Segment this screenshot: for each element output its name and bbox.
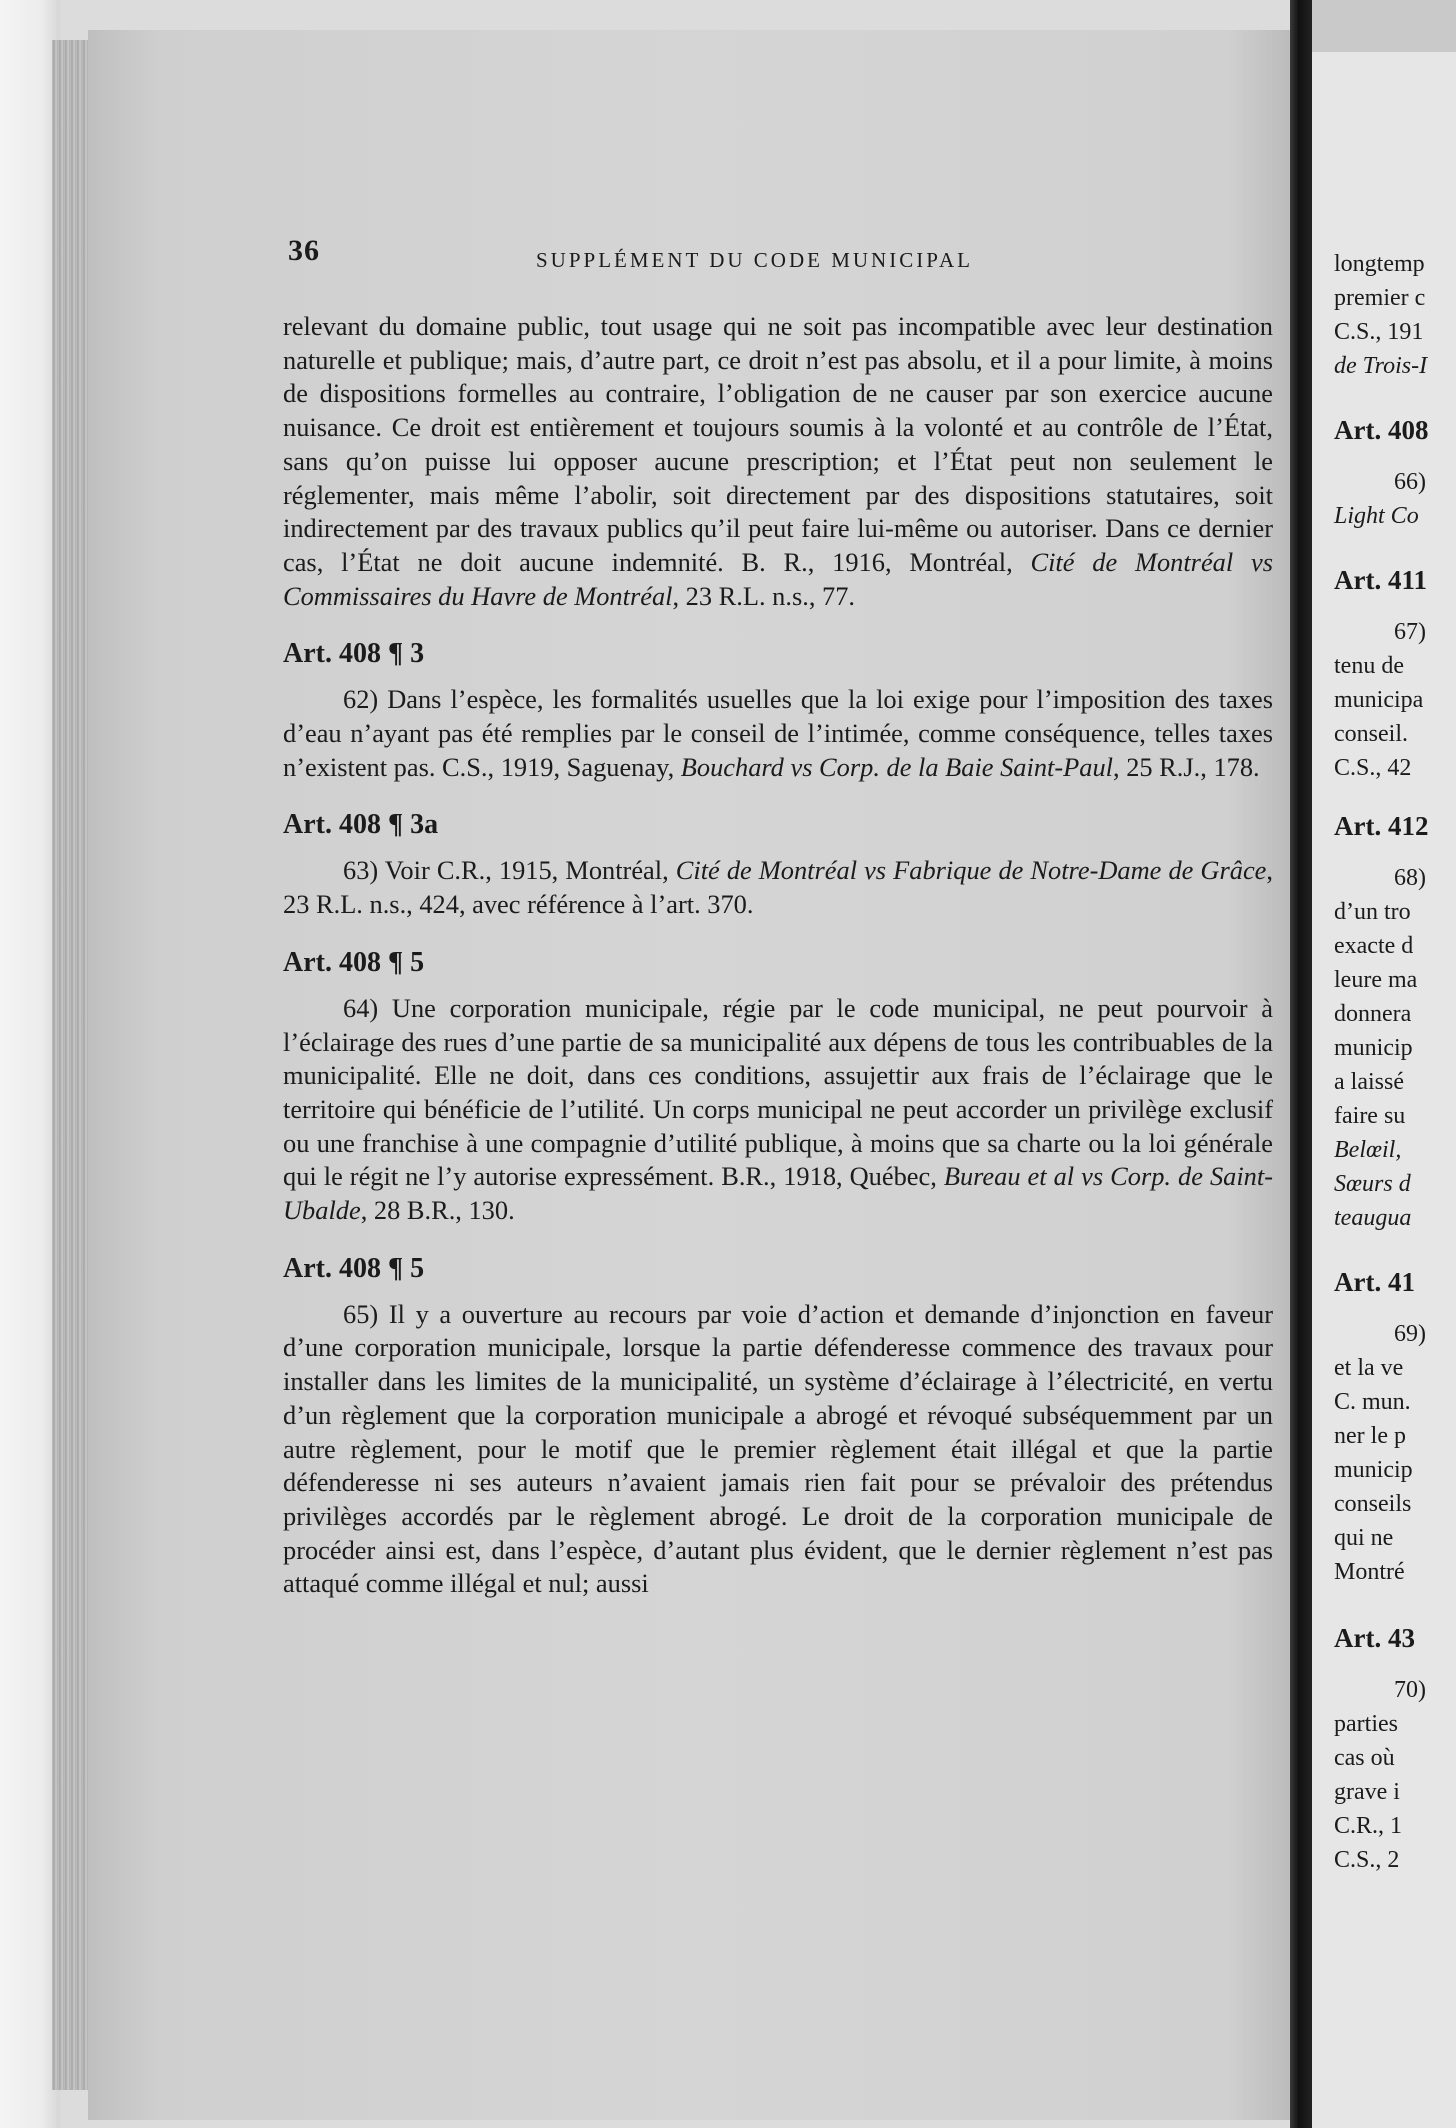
right-page-heading: Art. 408 bbox=[1334, 415, 1429, 445]
page-number: 36 bbox=[288, 234, 320, 267]
right-page-line: municip bbox=[1334, 1035, 1413, 1061]
right-page-line: conseil. bbox=[1334, 721, 1408, 747]
article-heading: Art. 408 ¶ 5 bbox=[283, 1252, 425, 1284]
right-page-line: ner le p bbox=[1334, 1423, 1406, 1449]
right-page-line: conseils bbox=[1334, 1491, 1412, 1517]
text-segment: , 23 R.L. n.s., 424, avec référence à l’art. 370. bbox=[283, 855, 1273, 920]
article-heading: Art. 408 ¶ 3 bbox=[283, 638, 425, 670]
right-page-line: parties bbox=[1334, 1711, 1398, 1737]
right-page-line: faire su bbox=[1334, 1103, 1406, 1129]
book-spine bbox=[1290, 0, 1312, 2128]
right-page-heading: Art. 41 bbox=[1334, 1267, 1415, 1297]
running-title: SUPPLÉMENT DU CODE MUNICIPAL bbox=[536, 248, 973, 272]
text-segment: , 25 R.J., 178. bbox=[1113, 751, 1260, 782]
right-page-line: 70) bbox=[1394, 1677, 1426, 1703]
right-page-line: 66) bbox=[1394, 469, 1426, 495]
paragraph bbox=[283, 683, 1273, 784]
right-page-line: Belœil, bbox=[1334, 1137, 1402, 1163]
right-page bbox=[1312, 52, 1456, 2128]
right-page-line: 68) bbox=[1394, 865, 1426, 891]
text-segment: , 23 R.L. n.s., 77. bbox=[672, 580, 856, 611]
right-page-line: premier c bbox=[1334, 285, 1426, 311]
text-segment: 64) Une corporation municipale, régie par le code municipal, ne peut pourvoir à l’éclairage des rues d’une partie de sa municipalité aux dépens de tous les contribuables de la municipalité. Elle ne doit, dans ces conditions, assujettir aux frais de l’éclairage que le territoire qui bénéficie de l’utilité. Un corps municipal ne peut accorder un privilège exclusif ou une franchise à une compagnie d’utilité publique, à moins que sa charte ou la loi générale qui le régit ne l’y autorise expressément. B.R., 1918, Québec, bbox=[283, 992, 1273, 1192]
right-page-line: C.S., 191 bbox=[1334, 319, 1424, 345]
text-segment: , 28 B.R., 130. bbox=[360, 1195, 515, 1226]
text-segment: 63) Voir C.R., 1915, Montréal, bbox=[343, 855, 676, 886]
right-page-line: exacte d bbox=[1334, 933, 1414, 959]
case-citation: Bureau et al vs Corp. de Saint-Ubalde bbox=[283, 1161, 1273, 1226]
right-page-line: C.S., 42 bbox=[1334, 755, 1412, 781]
right-page-heading: Art. 412 bbox=[1334, 811, 1429, 841]
right-page-line: et la ve bbox=[1334, 1355, 1404, 1381]
right-page-line: leure ma bbox=[1334, 967, 1418, 993]
right-page-line: teaugua bbox=[1334, 1205, 1412, 1231]
body-text bbox=[283, 310, 1273, 1601]
right-page-line: C. mun. bbox=[1334, 1389, 1411, 1415]
right-page-line: longtemp bbox=[1334, 251, 1425, 277]
article-heading: Art. 408 ¶ 3a bbox=[283, 809, 439, 841]
paragraph bbox=[283, 310, 1273, 613]
right-page-line: 67) bbox=[1394, 619, 1426, 645]
case-citation: Cité de Montréal vs Commissaires du Havre de Montréal bbox=[283, 546, 1273, 611]
right-page-line: Light Co bbox=[1334, 503, 1419, 529]
case-citation: Bouchard vs Corp. de la Baie Saint-Paul bbox=[680, 751, 1113, 782]
right-page-line: tenu de bbox=[1334, 653, 1404, 679]
right-page-line: d’un tro bbox=[1334, 899, 1411, 925]
right-page-line: municip bbox=[1334, 1457, 1413, 1483]
right-page-line: municipa bbox=[1334, 687, 1424, 713]
right-page-line: de Trois-I bbox=[1334, 353, 1428, 379]
right-page-line: donnera bbox=[1334, 1001, 1412, 1027]
right-page-line: qui ne bbox=[1334, 1525, 1394, 1551]
right-page-line: C.R., 1 bbox=[1334, 1813, 1403, 1839]
case-citation: Cité de Montréal vs Fabrique de Notre-Dame de Grâce bbox=[675, 855, 1267, 886]
text-segment: 65) Il y a ouverture au recours par voie d’action et demande d’injonction en faveur d’une corporation municipale, lorsque la partie défenderesse commence des travaux pour installer dans les limites de la municipalité, un système d’éclairage à l’électricité, en vertu d’un règlement que la corporation municipale a abrogé et révoqué subséquemment par un autre règlement, pour le motif que le premier règlement était illégal et que la partie défenderesse ni ses auteurs n’avaient jamais rien fait pour se prévaloir des prétendus privilèges accordés par le règlement abrogé. Le droit de la corporation municipale de procéder ainsi est, dans l’espèce, d’autant plus évident, que le dernier règlement n’est pas attaqué comme illégal et nul; aussi bbox=[283, 1298, 1273, 1599]
right-page-line: cas où bbox=[1334, 1745, 1395, 1771]
paragraph bbox=[283, 1298, 1273, 1601]
right-page-heading: Art. 411 bbox=[1334, 565, 1427, 595]
right-page-line: Montré bbox=[1334, 1559, 1405, 1585]
right-page-line: Sœurs d bbox=[1334, 1171, 1411, 1197]
right-page-line: grave i bbox=[1334, 1779, 1400, 1805]
right-page-line: 69) bbox=[1394, 1321, 1426, 1347]
right-page-heading: Art. 43 bbox=[1334, 1623, 1415, 1653]
text-segment: relevant du domaine public, tout usage qui ne soit pas incompatible avec leur destination naturelle et publique; mais, d’autre part, ce droit n’est pas absolu, et il a pour limite, à moins de dispositions formelles au contraire, l’obligation de ne causer par son exercice aucune nuisance. Ce droit est entièrement et toujours soumis à la volonté et au contrôle de l’État, sans qu’on puisse lui opposer aucune prescription; et l’État peut non seulement le réglementer, mais même l’abolir, soit directement par des dispositions statutaires, soit indirectement par des travaux publics qu’il peut faire lui-même ou autoriser. Dans ce dernier cas, l’État ne doit aucune indemnité. B. R., 1916, Montréal, bbox=[283, 311, 1273, 577]
scan-margin bbox=[0, 0, 60, 2128]
right-page-top-shadow bbox=[1300, 0, 1456, 52]
paragraph bbox=[283, 992, 1273, 1228]
article-heading: Art. 408 ¶ 5 bbox=[283, 946, 425, 978]
page-header bbox=[288, 234, 1273, 274]
right-page-line: a laissé bbox=[1334, 1069, 1404, 1095]
paragraph bbox=[283, 854, 1273, 921]
text-segment: 62) Dans l’espèce, les formalités usuelles que la loi exige pour l’imposition des taxes d’eau n’ayant pas été remplies par le conseil de l’intimée, comme conséquence, telles taxes n’existent pas. C.S., 1919, Saguenay, bbox=[283, 684, 1273, 782]
right-page-line: C.S., 2 bbox=[1334, 1847, 1400, 1873]
